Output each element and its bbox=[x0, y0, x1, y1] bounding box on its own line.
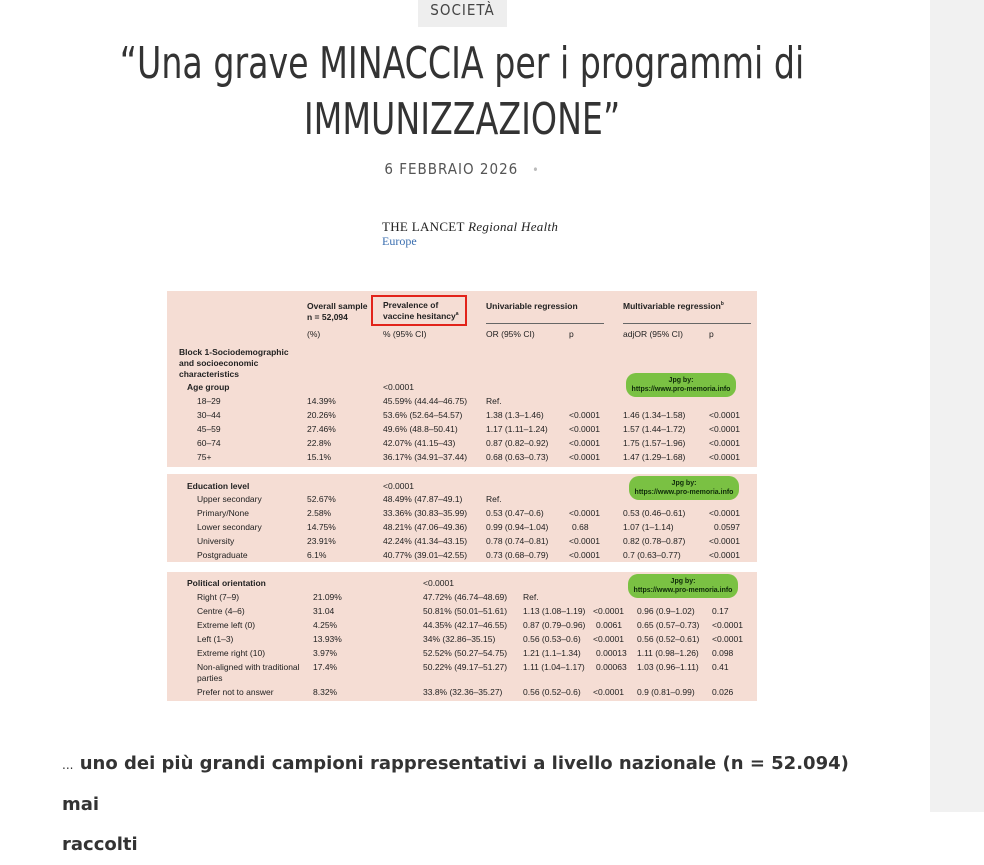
row-p-multi: <0.0001 bbox=[709, 410, 740, 420]
row-p-uni: <0.0001 bbox=[593, 606, 624, 616]
excerpt-line-2: raccolti bbox=[62, 834, 138, 855]
age-group-label: Age group bbox=[187, 382, 230, 392]
row-or: 0.56 (0.53–0.6) bbox=[523, 634, 581, 644]
header-univariable: Univariable regression bbox=[486, 301, 578, 311]
header-rule-uni bbox=[486, 323, 604, 324]
row-or: 1.17 (1.11–1.24) bbox=[486, 424, 548, 434]
row-label: Prefer not to answer bbox=[197, 687, 274, 697]
meta-separator: • bbox=[532, 163, 540, 177]
row-or: 0.56 (0.52–0.6) bbox=[523, 687, 581, 697]
title-line-1: “Una grave MINACCIA per i programmi di bbox=[119, 38, 805, 89]
row-prevalence: 36.17% (34.91–37.44) bbox=[383, 452, 468, 462]
article-meta bbox=[300, 160, 624, 178]
row-adjor: 1.11 (0.98–1.26) bbox=[637, 648, 699, 658]
row-p-multi: <0.0001 bbox=[709, 424, 740, 434]
row-p-multi: <0.0001 bbox=[709, 508, 740, 518]
row-or: 1.38 (1.3–1.46) bbox=[486, 410, 544, 420]
row-prevalence: 42.07% (41.15–43) bbox=[383, 438, 456, 448]
row-prevalence: 52.52% (50.27–54.75) bbox=[423, 648, 508, 658]
row-prevalence: 34% (32.86–35.15) bbox=[423, 634, 496, 644]
row-p-uni: <0.0001 bbox=[569, 508, 600, 518]
row-label: University bbox=[197, 536, 235, 546]
row-or: 0.99 (0.94–1.04) bbox=[486, 522, 549, 532]
row-p-multi: <0.0001 bbox=[709, 536, 740, 546]
row-prevalence: 48.21% (47.06–49.36) bbox=[383, 522, 468, 532]
header-pct: (%) bbox=[307, 329, 321, 339]
row-adjor: 0.56 (0.52–0.61) bbox=[637, 634, 700, 644]
header-p-uni: p bbox=[569, 329, 574, 339]
row-overall: 27.46% bbox=[307, 424, 336, 434]
row-adjor: 0.96 (0.9–1.02) bbox=[637, 606, 695, 616]
row-overall: 52.67% bbox=[307, 494, 336, 504]
row-prevalence: 53.6% (52.64–54.57) bbox=[383, 410, 463, 420]
row-prevalence: 50.81% (50.01–51.61) bbox=[423, 606, 508, 616]
badge-line-1: Jpg by: bbox=[670, 578, 696, 585]
header-prevalence: Prevalence of bbox=[383, 300, 439, 310]
row-adjor: 1.03 (0.96–1.11) bbox=[637, 662, 699, 672]
row-adjor: 0.82 (0.78–0.87) bbox=[623, 536, 686, 546]
row-adjor: 0.7 (0.63–0.77) bbox=[623, 550, 681, 560]
age-group-p: <0.0001 bbox=[383, 382, 414, 392]
row-adjor: 0.9 (0.81–0.99) bbox=[637, 687, 695, 697]
badge-line-2: https://www.pro-memoria.info bbox=[634, 489, 734, 496]
row-p-uni: 0.00063 bbox=[596, 662, 627, 672]
row-p-uni: <0.0001 bbox=[569, 550, 600, 560]
header-overall: Overall sample bbox=[307, 301, 368, 311]
row-overall: 2.58% bbox=[307, 508, 332, 518]
row-or: 0.87 (0.79–0.96) bbox=[523, 620, 586, 630]
watermark-badge-1 bbox=[626, 373, 736, 397]
row-label: 18–29 bbox=[197, 396, 221, 406]
row-prevalence: 44.35% (42.17–46.55) bbox=[423, 620, 508, 630]
block1-line2: and socioeconomic bbox=[179, 358, 259, 368]
row-overall: 6.1% bbox=[307, 550, 327, 560]
row-overall: 4.25% bbox=[313, 620, 338, 630]
row-adjor: 1.46 (1.34–1.58) bbox=[623, 410, 686, 420]
row-or: 0.68 (0.63–0.73) bbox=[486, 452, 549, 462]
row-overall: 22.8% bbox=[307, 438, 332, 448]
header-or: OR (95% CI) bbox=[486, 329, 535, 339]
row-or: 1.13 (1.08–1.19) bbox=[523, 606, 586, 616]
row-adjor: 1.57 (1.44–1.72) bbox=[623, 424, 686, 434]
row-p-uni: <0.0001 bbox=[569, 410, 600, 420]
row-label: Extreme left (0) bbox=[197, 620, 256, 630]
row-or: Ref. bbox=[486, 494, 502, 504]
row-prevalence: 50.22% (49.17–51.27) bbox=[423, 662, 508, 672]
row-or: Ref. bbox=[486, 396, 502, 406]
row-p-uni: <0.0001 bbox=[593, 634, 624, 644]
row-overall: 20.26% bbox=[307, 410, 336, 420]
row-label: 30–44 bbox=[197, 410, 221, 420]
row-adjor: 1.75 (1.57–1.96) bbox=[623, 438, 686, 448]
row-or: 1.11 (1.04–1.17) bbox=[523, 662, 585, 672]
row-p-multi: 0.41 bbox=[712, 662, 729, 672]
watermark-badge-3 bbox=[628, 574, 738, 598]
excerpt-line-1: uno dei più grandi campioni rappresentativi a livello nazionale (n = 52.094) mai bbox=[62, 753, 849, 815]
row-p-multi: 0.0597 bbox=[714, 522, 740, 532]
row-overall: 17.4% bbox=[313, 662, 338, 672]
header-adjor: adjOR (95% CI) bbox=[623, 329, 683, 339]
row-overall: 31.04 bbox=[313, 606, 335, 616]
row-label: Non-aligned with traditional bbox=[197, 662, 300, 672]
title-line-2: IMMUNIZZAZIONE” bbox=[303, 94, 621, 145]
row-prevalence: 33.36% (30.83–35.99) bbox=[383, 508, 468, 518]
row-p-uni: <0.0001 bbox=[569, 438, 600, 448]
block1-line1: Block 1-Sociodemographic bbox=[179, 347, 289, 357]
row-label: Extreme right (10) bbox=[197, 648, 266, 658]
journal-sub: Regional Health bbox=[468, 219, 559, 234]
article-table-image bbox=[167, 291, 757, 701]
row-prevalence: 33.8% (32.36–35.27) bbox=[423, 687, 503, 697]
row-overall: 3.97% bbox=[313, 648, 338, 658]
article-excerpt bbox=[62, 744, 862, 865]
row-or: 0.78 (0.74–0.81) bbox=[486, 536, 549, 546]
row-p-uni: 0.68 bbox=[572, 522, 589, 532]
badge-line-1: Jpg by: bbox=[671, 480, 697, 487]
row-adjor: 1.07 (1–1.14) bbox=[623, 522, 674, 532]
row-p-multi: <0.0001 bbox=[709, 438, 740, 448]
badge-line-2: https://www.pro-memoria.info bbox=[633, 587, 733, 594]
badge-line-2: https://www.pro-memoria.info bbox=[631, 386, 731, 393]
row-or: 1.21 (1.1–1.34) bbox=[523, 648, 581, 658]
badge-line-1: Jpg by: bbox=[668, 377, 694, 384]
row-label: Left (1–3) bbox=[197, 634, 234, 644]
education-p: <0.0001 bbox=[383, 481, 414, 491]
row-p-uni: <0.0001 bbox=[569, 536, 600, 546]
row-p-multi: <0.0001 bbox=[712, 620, 743, 630]
journal-logo bbox=[382, 219, 558, 249]
row-overall: 15.1% bbox=[307, 452, 332, 462]
row-prevalence: 47.72% (46.74–48.69) bbox=[423, 592, 508, 602]
row-prevalence: 40.77% (39.01–42.55) bbox=[383, 550, 468, 560]
header-prev-sup: a bbox=[455, 311, 459, 318]
row-p-multi: 0.026 bbox=[712, 687, 734, 697]
header-prevalence-2: vaccine hesitancy bbox=[383, 311, 456, 321]
row-label-cont: parties bbox=[197, 673, 223, 683]
row-p-uni: <0.0001 bbox=[569, 424, 600, 434]
article-date: 6 FEBBRAIO 2026 bbox=[384, 160, 519, 178]
header-rule-multi bbox=[623, 323, 751, 324]
header-overall-n: n = 52,094 bbox=[307, 312, 348, 322]
watermark-badge-2 bbox=[629, 476, 739, 500]
excerpt-ellipsis: ... bbox=[62, 758, 74, 772]
row-overall: 21.09% bbox=[313, 592, 342, 602]
category-tag[interactable]: SOCIETÀ bbox=[418, 0, 507, 27]
row-p-multi: <0.0001 bbox=[709, 452, 740, 462]
row-overall: 8.32% bbox=[313, 687, 338, 697]
row-label: 75+ bbox=[197, 452, 212, 462]
row-p-multi: 0.098 bbox=[712, 648, 734, 658]
journal-region: Europe bbox=[382, 234, 417, 248]
row-prevalence: 42.24% (41.34–43.15) bbox=[383, 536, 468, 546]
row-p-uni: 0.00013 bbox=[596, 648, 627, 658]
row-adjor: 0.65 (0.57–0.73) bbox=[637, 620, 700, 630]
row-label: Right (7–9) bbox=[197, 592, 240, 602]
row-p-uni: 0.0061 bbox=[596, 620, 622, 630]
row-p-multi: <0.0001 bbox=[712, 634, 743, 644]
row-overall: 23.91% bbox=[307, 536, 336, 546]
row-overall: 14.39% bbox=[307, 396, 336, 406]
header-multi-sup: b bbox=[720, 301, 724, 308]
right-sidebar bbox=[930, 0, 984, 812]
journal-name: THE LANCET bbox=[382, 219, 465, 234]
row-prevalence: 49.6% (48.8–50.41) bbox=[383, 424, 458, 434]
row-label: 45–59 bbox=[197, 424, 221, 434]
row-adjor: 0.53 (0.46–0.61) bbox=[623, 508, 686, 518]
row-adjor: 1.47 (1.29–1.68) bbox=[623, 452, 686, 462]
row-overall: 13.93% bbox=[313, 634, 342, 644]
block1-line3: characteristics bbox=[179, 369, 240, 379]
row-overall: 14.75% bbox=[307, 522, 336, 532]
political-p: <0.0001 bbox=[423, 578, 454, 588]
row-label: Postgraduate bbox=[197, 550, 248, 560]
row-label: 60–74 bbox=[197, 438, 221, 448]
row-label: Primary/None bbox=[197, 508, 249, 518]
row-prevalence: 45.59% (44.44–46.75) bbox=[383, 396, 468, 406]
row-p-multi: 0.17 bbox=[712, 606, 729, 616]
row-prevalence: 48.49% (47.87–49.1) bbox=[383, 494, 463, 504]
row-or: Ref. bbox=[523, 592, 539, 602]
row-label: Centre (4–6) bbox=[197, 606, 245, 616]
row-or: 0.53 (0.47–0.6) bbox=[486, 508, 544, 518]
education-label: Education level bbox=[187, 481, 250, 491]
header-multivariable: Multivariable regression bbox=[623, 301, 721, 311]
row-or: 0.73 (0.68–0.79) bbox=[486, 550, 549, 560]
row-label: Upper secondary bbox=[197, 494, 262, 504]
article-title bbox=[108, 36, 817, 148]
row-p-uni: <0.0001 bbox=[593, 687, 624, 697]
row-or: 0.87 (0.82–0.92) bbox=[486, 438, 549, 448]
row-p-multi: <0.0001 bbox=[709, 550, 740, 560]
header-ci: % (95% CI) bbox=[383, 329, 427, 339]
header-p-multi: p bbox=[709, 329, 714, 339]
political-label: Political orientation bbox=[187, 578, 266, 588]
row-p-uni: <0.0001 bbox=[569, 452, 600, 462]
row-label: Lower secondary bbox=[197, 522, 262, 532]
